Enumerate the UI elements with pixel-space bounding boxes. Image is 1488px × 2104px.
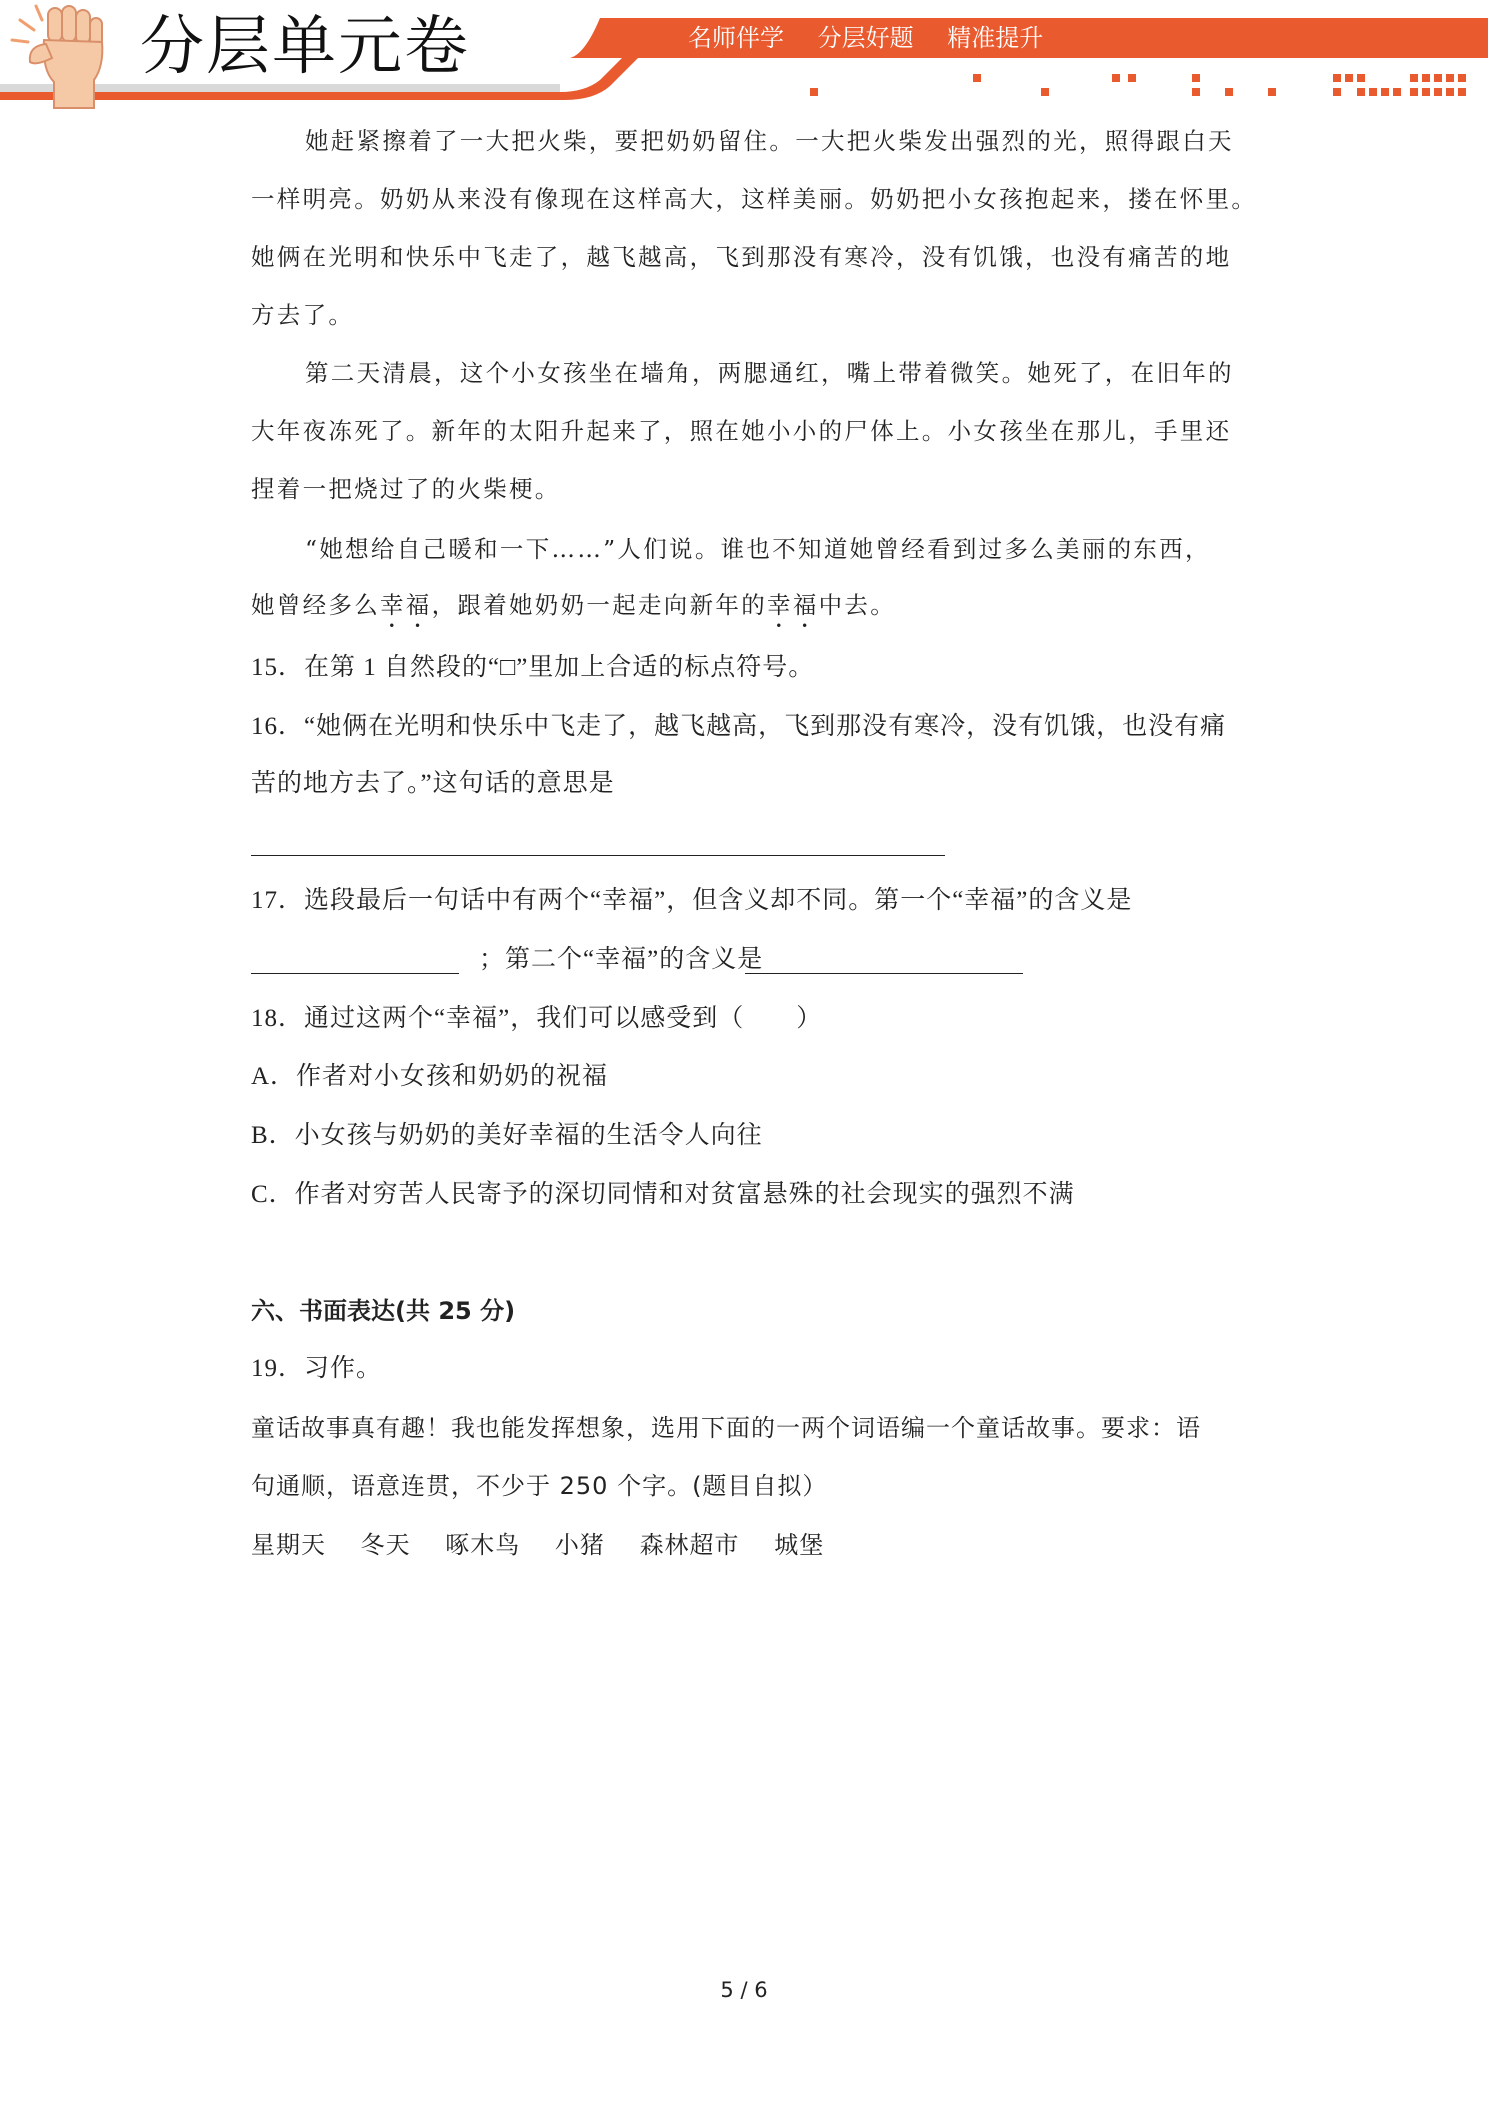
question-16-line2: 苦的地方去了。”这句话的意思是 <box>251 770 615 797</box>
section-6-heading: 六、书面表达(共 25 分) <box>251 1297 516 1325</box>
word-choice: 小猪 <box>554 1531 605 1559</box>
answer-blank-17b[interactable] <box>745 973 1023 974</box>
writing-prompt-line1: 童话故事真有趣！我也能发挥想象，选用下面的一两个词语编一个童话故事。要求：语 <box>251 1414 1201 1442</box>
page-header <box>0 0 1488 110</box>
passage-p2-line3: 捏着一把烧过了的火柴梗。 <box>251 475 561 503</box>
answer-blank-17a[interactable] <box>251 973 459 974</box>
passage-p1-line2: 一样明亮。奶奶从来没有像现在这样高大，这样美丽。奶奶把小女孩抱起来，搂在怀里。 <box>251 185 1258 213</box>
passage-p1-line1: 她赶紧擦着了一大把火柴，要把奶奶留住。一大把火柴发出强烈的光，照得跟白天 <box>305 127 1234 155</box>
passage-p1-line4: 方去了。 <box>251 301 355 329</box>
word-choice: 冬天 <box>360 1531 411 1559</box>
brand-title: 分层单元卷 <box>140 10 470 84</box>
raised-fist-icon <box>6 0 118 112</box>
question-18-option-c[interactable]: C．作者对穷苦人民寄予的深切同情和对贫富悬殊的社会现实的强烈不满 <box>251 1181 1075 1208</box>
word-choice: 城堡 <box>774 1531 825 1559</box>
passage-p3-line1: “她想给自己暖和一下……”人们说。谁也不知道她曾经看到过多么美丽的东西， <box>305 535 1211 563</box>
p3-text-b: ，跟着她奶奶一起走向新年的 <box>431 591 768 619</box>
word-choices <box>251 1530 850 1560</box>
decorative-squares <box>810 74 1466 96</box>
passage-p3-line2 <box>251 590 896 633</box>
question-18-option-b[interactable]: B．小女孩与奶奶的美好幸福的生活令人向往 <box>251 1122 763 1149</box>
question-17-mid: ；第二个“幸福”的含义是 <box>479 946 764 973</box>
word-choice: 啄木鸟 <box>445 1531 521 1559</box>
page-number: 5 / 6 <box>720 1978 768 2002</box>
passage-p2-line2: 大年夜冻死了。新年的太阳升起来了，照在她小小的尸体上。小女孩坐在那儿，手里还 <box>251 417 1232 445</box>
word-choice: 森林超市 <box>639 1531 740 1559</box>
slogan-2: 分层好题 <box>817 24 914 52</box>
word-choice: 星期天 <box>251 1531 326 1559</box>
emphasized-word-1: 幸福 <box>380 591 432 619</box>
question-18-option-a[interactable]: A．作者对小女孩和奶奶的祝福 <box>251 1063 609 1090</box>
question-17-line1: 17．选段最后一句话中有两个“幸福”，但含义却不同。第一个“幸福”的含义是 <box>251 887 1133 914</box>
slogan-1: 名师伴学 <box>688 24 784 52</box>
question-16-line1: 16．“她俩在光明和快乐中飞走了，越飞越高，飞到那没有寒冷，没有饥饿，也没有痛 <box>251 713 1227 740</box>
header-slogan <box>688 18 1069 58</box>
question-19: 19．习作。 <box>251 1355 383 1382</box>
p3-text-c: 中去。 <box>818 591 897 619</box>
question-18: 18．通过这两个“幸福”，我们可以感受到（ ） <box>251 1005 823 1032</box>
question-15: 15．在第 1 自然段的“□”里加上合适的标点符号。 <box>251 654 815 681</box>
emphasized-word-2: 幸福 <box>767 591 819 619</box>
p3-text-a: 她曾经多么 <box>251 591 380 619</box>
passage-p2-line1: 第二天清晨，这个小女孩坐在墙角，两腮通红，嘴上带着微笑。她死了，在旧年的 <box>305 359 1234 387</box>
slogan-3: 精准提升 <box>947 24 1044 52</box>
answer-blank-16[interactable] <box>251 855 945 856</box>
writing-prompt-line2: 句通顺，语意连贯，不少于 250 个字。(题目自拟） <box>251 1472 828 1500</box>
passage-p1-line3: 她俩在光明和快乐中飞走了，越飞越高，飞到那没有寒冷，没有饥饿，也没有痛苦的地 <box>251 243 1232 271</box>
